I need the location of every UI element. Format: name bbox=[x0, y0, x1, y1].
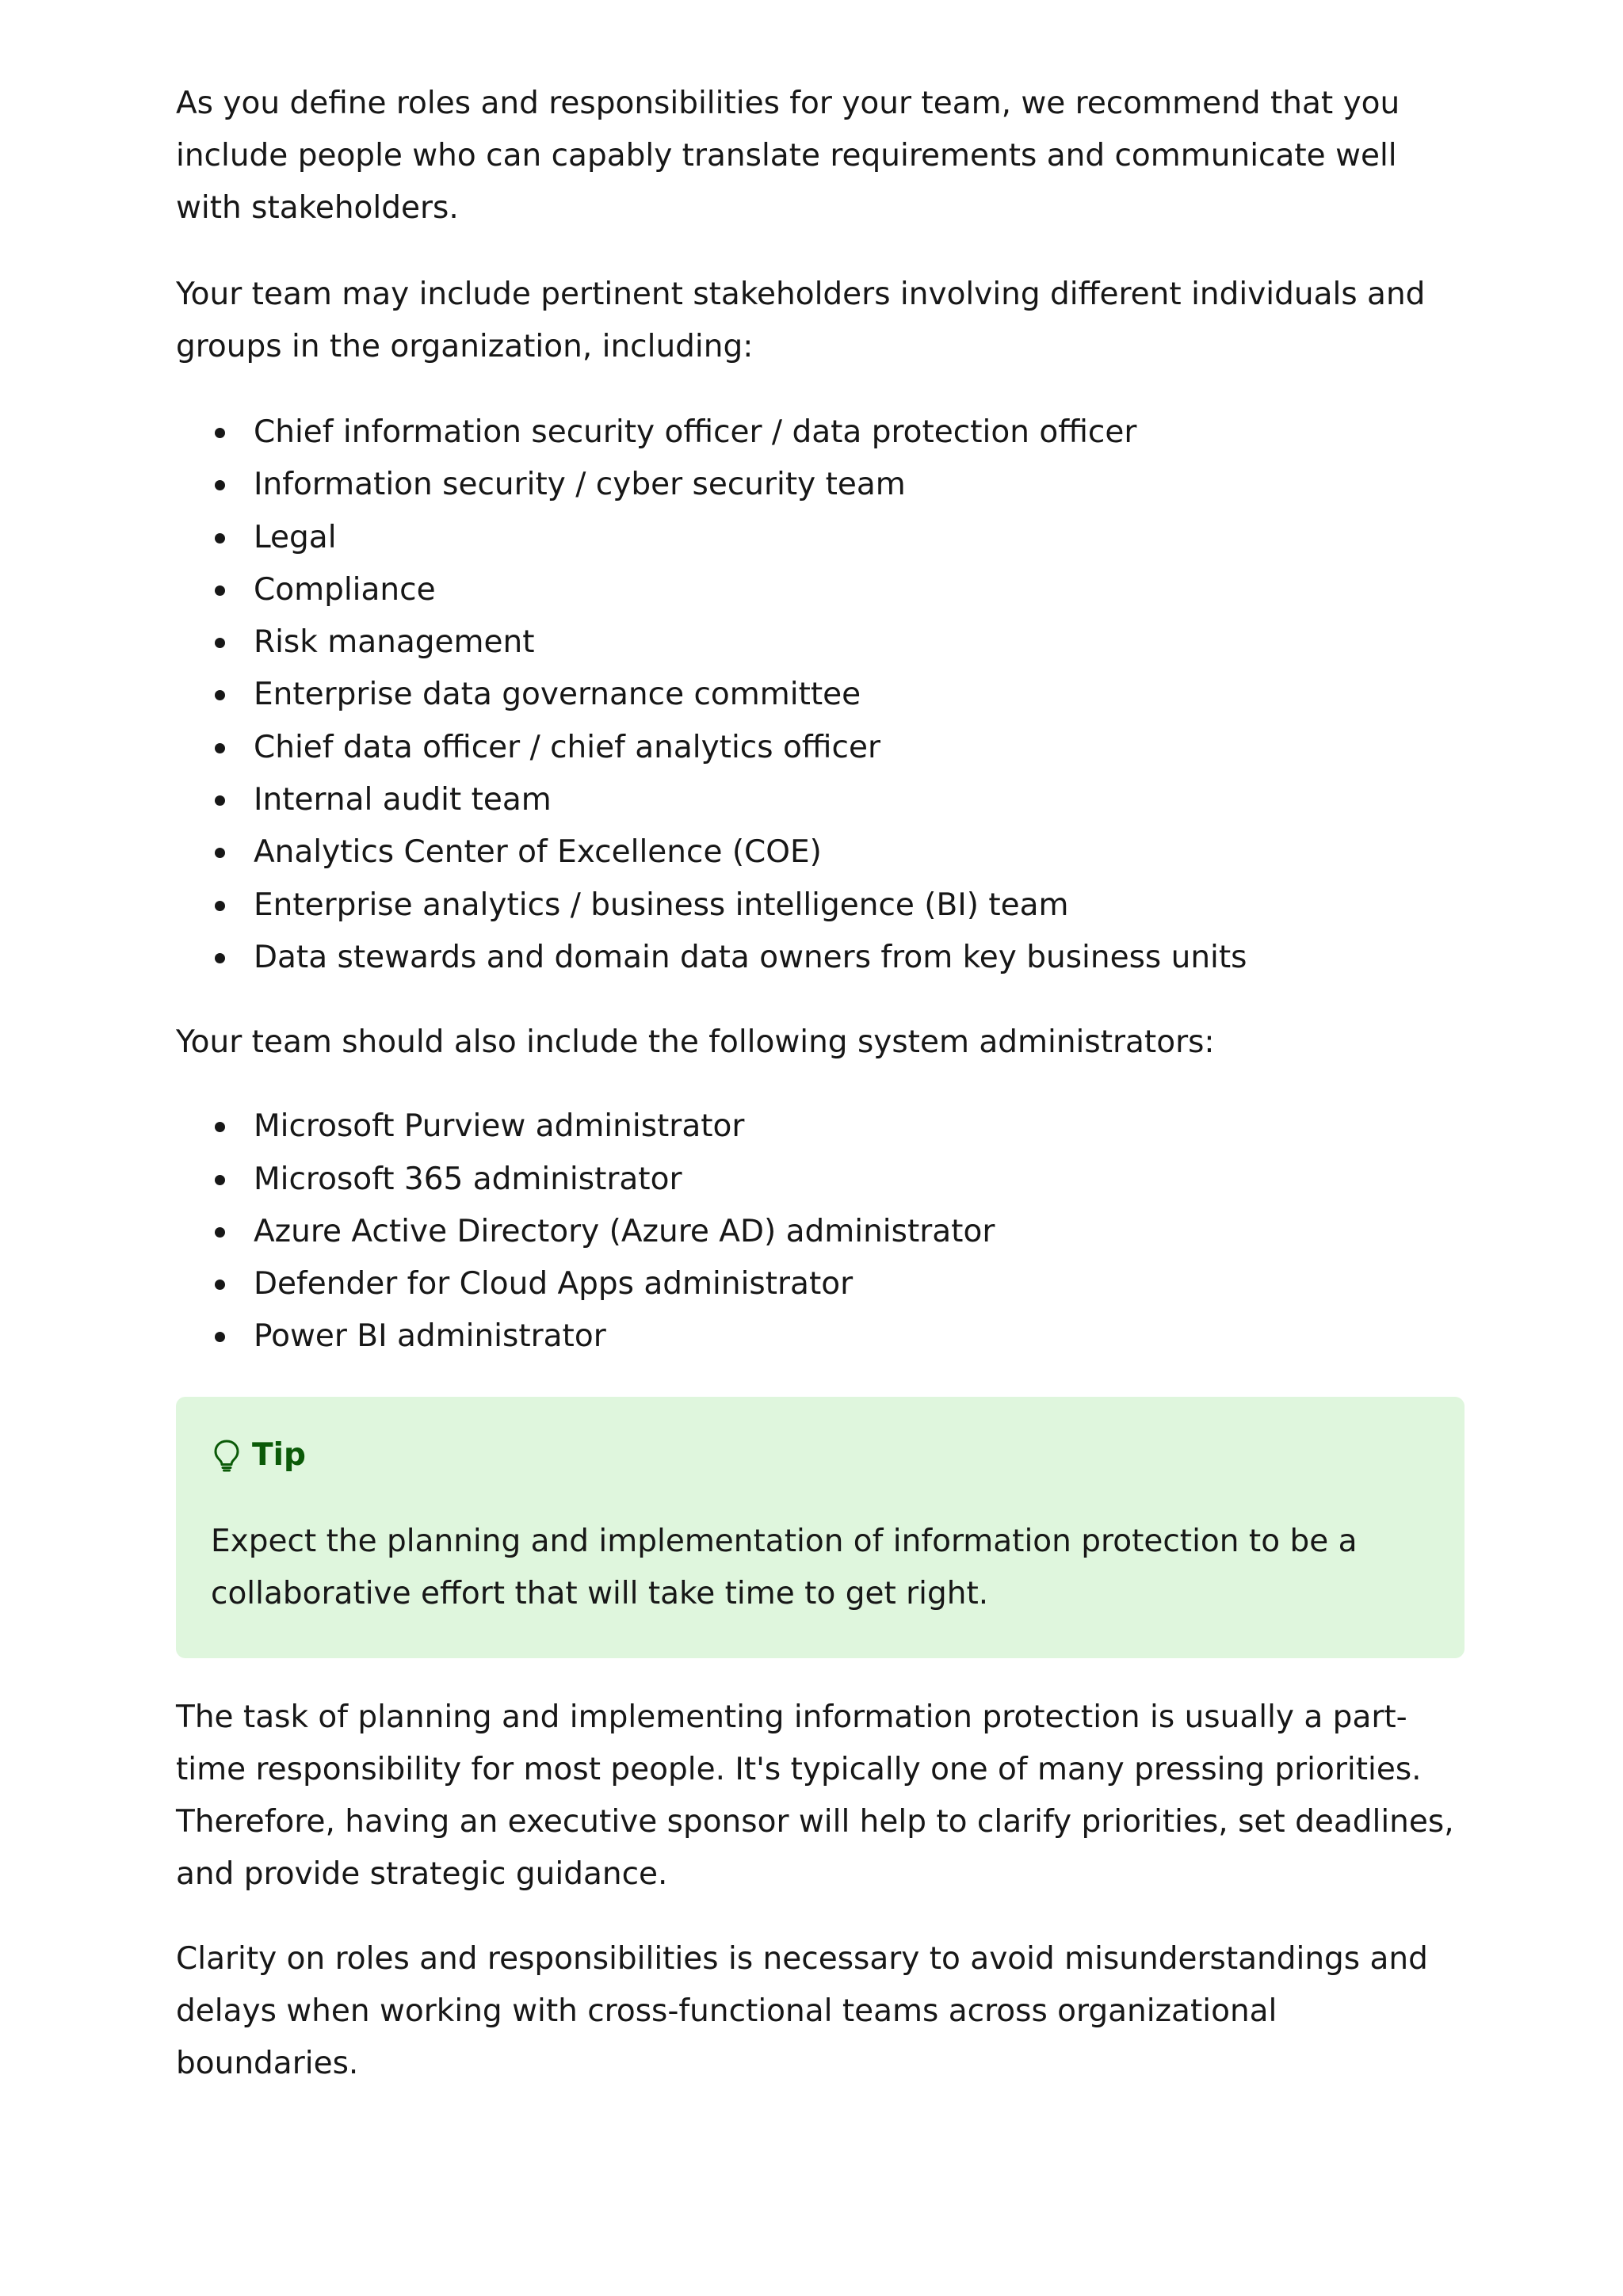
admins-lead-paragraph: Your team should also include the following system administrators: bbox=[176, 1024, 1215, 1061]
tip-header bbox=[211, 1432, 1430, 1479]
article-content bbox=[176, 78, 1465, 2090]
administrators-list bbox=[176, 1100, 1465, 1363]
part-time-paragraph: The task of planning and implementing information protection is usually a part-time responsibility for most people. It's typically one of many pressing priorities. Therefore, having an executive sponsor will help to clarify priorities, set deadlines, and provide strategic guidance. bbox=[176, 1699, 1454, 1892]
lightbulb-icon bbox=[211, 1438, 242, 1473]
list-item: Chief information security officer / data protection officer bbox=[254, 406, 1465, 459]
list-item: Chief data officer / chief analytics officer bbox=[254, 722, 1465, 774]
list-item: Defender for Cloud Apps administrator bbox=[254, 1258, 1465, 1310]
tip-title: Tip bbox=[252, 1436, 306, 1473]
tip-callout bbox=[176, 1397, 1465, 1658]
list-item: Enterprise data governance committee bbox=[254, 669, 1465, 721]
list-item: Compliance bbox=[254, 564, 1465, 616]
list-item: Microsoft 365 administrator bbox=[254, 1154, 1465, 1206]
list-item: Data stewards and domain data owners from key business units bbox=[254, 932, 1465, 984]
intro-paragraph: As you define roles and responsibilities for your team, we recommend that you include people who can capably translate requirements and communicate well with stakeholders. bbox=[176, 86, 1400, 226]
stakeholders-list bbox=[176, 406, 1465, 984]
list-item: Azure Active Directory (Azure AD) administrator bbox=[254, 1206, 1465, 1258]
list-item: Microsoft Purview administrator bbox=[254, 1100, 1465, 1153]
stakeholders-lead-paragraph: Your team may include pertinent stakeholders involving different individuals and groups in the organization, including: bbox=[176, 277, 1426, 364]
list-item: Internal audit team bbox=[254, 774, 1465, 826]
tip-body: Expect the planning and implementation of information protection to be a collaborative effort that will take time to get right. bbox=[211, 1523, 1358, 1611]
list-item: Power BI administrator bbox=[254, 1310, 1465, 1363]
list-item: Enterprise analytics / business intelligence (BI) team bbox=[254, 879, 1465, 932]
list-item: Legal bbox=[254, 512, 1465, 564]
list-item: Analytics Center of Excellence (COE) bbox=[254, 826, 1465, 879]
clarity-paragraph: Clarity on roles and responsibilities is necessary to avoid misunderstandings and delays when working with cross-functional teams across organizational boundaries. bbox=[176, 1940, 1428, 2081]
list-item: Risk management bbox=[254, 616, 1465, 669]
list-item: Information security / cyber security team bbox=[254, 459, 1465, 511]
